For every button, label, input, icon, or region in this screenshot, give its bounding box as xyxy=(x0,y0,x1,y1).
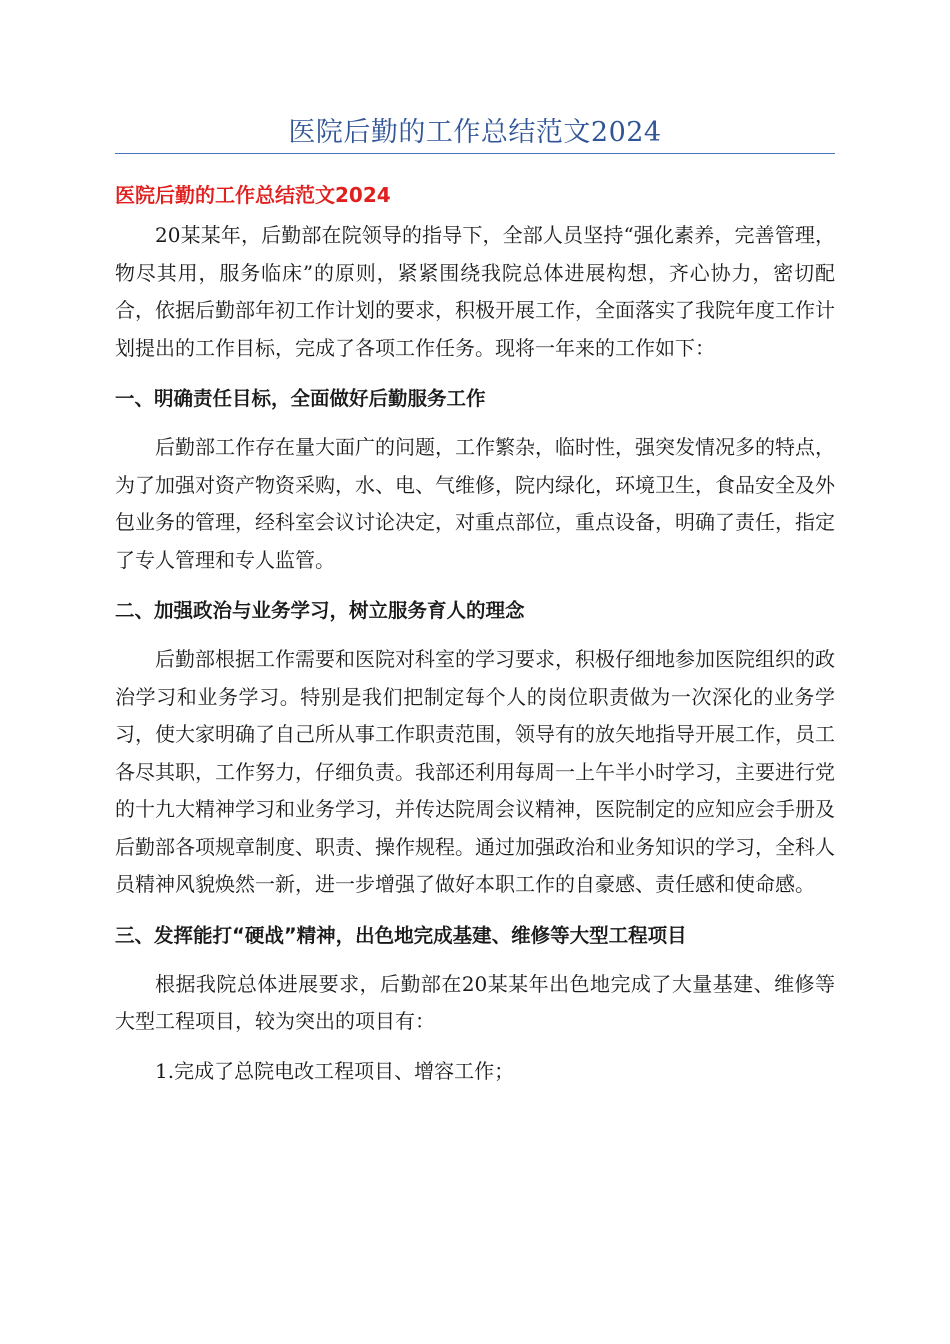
list-item: 1.完成了总院电改工程项目、增容工作； xyxy=(155,1058,515,1083)
document-title: 医院后勤的工作总结范文2024 xyxy=(288,117,662,148)
section-body-2: 后勤部根据工作需要和医院对科室的学习要求，积极仔细地参加医院组织的政治学习和业务学习。特别是我们把制定每个人的岗位职责做为一次深化的业务学习，使大家明确了自己所从事工作职责范围，领导有的放矢地指导开展工作，员工各尽其职，工作努力，仔细负责。我部还利用每周一上午半小时学习，主要进行党的十九大精神学习和业务学习，并传达院周会议精神，医院制定的应知应会手册及后勤部各项规章制度、职责、操作规程。通过加强政治和业务知识的学习，全科人员精神风貌焕然一新，进一步增强了做好本职工作的自豪感、责任感和使命感。 xyxy=(115,647,835,896)
subtitle-heading: 医院后勤的工作总结范文2024 xyxy=(115,183,391,207)
title-divider xyxy=(115,153,835,154)
section-heading-1: 一、明确责任目标，全面做好后勤服务工作 xyxy=(115,387,486,410)
section-body-3: 根据我院总体进展要求，后勤部在20某某年出色地完成了大量基建、维修等大型工程项目，较为突出的项目有： xyxy=(115,971,835,1033)
section-heading-2: 二、加强政治与业务学习，树立服务育人的理念 xyxy=(115,599,525,622)
intro-paragraph: 20某某年，后勤部在院领导的指导下，全部人员坚持“强化素养，完善管理，物尽其用，服务临床”的原则，紧紧围绕我院总体进展构想，齐心协力，密切配合，依据后勤部年初工作计划的要求，积极开展工作，全面落实了我院年度工作计划提出的工作目标，完成了各项工作任务。现将一年来的工作如下： xyxy=(115,223,835,360)
section-body-1: 后勤部工作存在量大面广的问题，工作繁杂，临时性，强突发情况多的特点，为了加强对资产物资采购，水、电、气维修，院内绿化，环境卫生，食品安全及外包业务的管理，经科室会议讨论决定，对重点部位，重点设备，明确了责任，指定了专人管理和专人监管。 xyxy=(115,435,835,572)
document-body xyxy=(115,175,835,1090)
section-heading-3: 三、发挥能打“硬战”精神，出色地完成基建、维修等大型工程项目 xyxy=(115,923,687,947)
